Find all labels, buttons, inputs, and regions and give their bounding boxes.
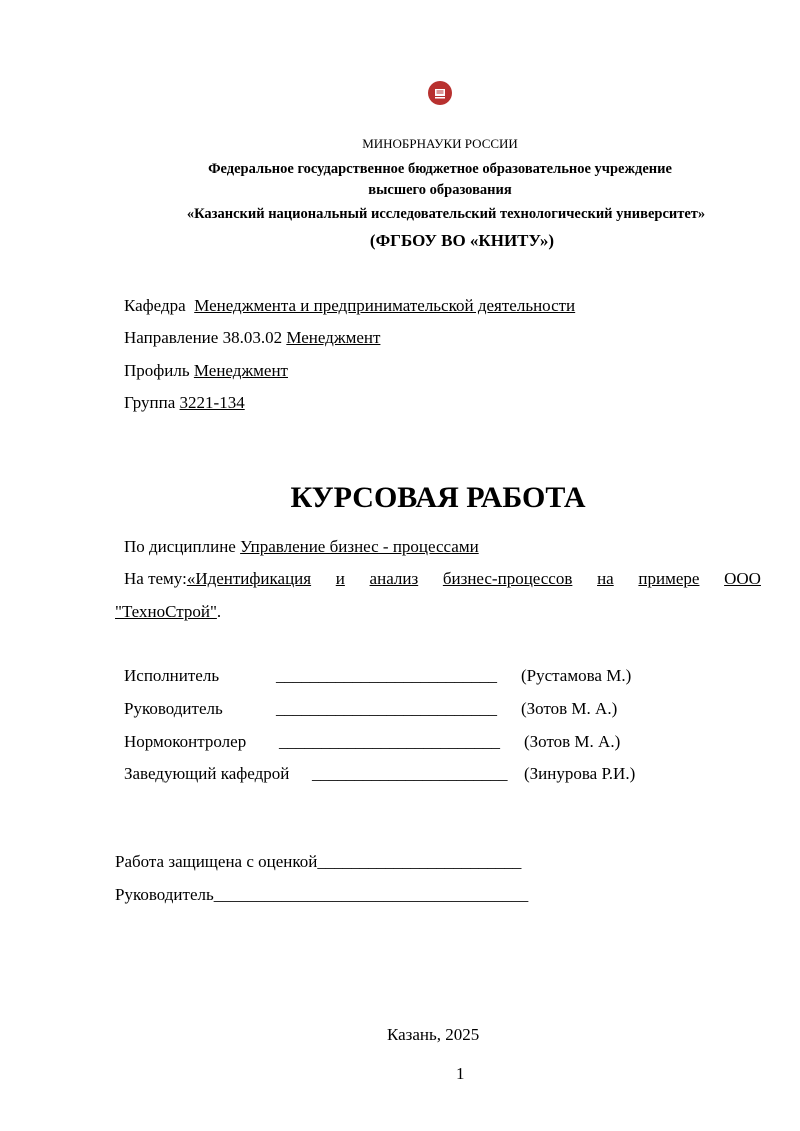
profile-row (124, 361, 288, 381)
signature-role: Заведующий кафедрой (124, 764, 290, 783)
topic-word: анализ (369, 569, 419, 588)
org-abbreviation: (ФГБОУ ВО «КНИТУ») (369, 231, 555, 250)
ministry-label: МИНОБРНАУКИ РОССИИ (362, 136, 518, 151)
grade-label: Работа защищена с оценкой (115, 852, 318, 871)
signature-line: __________________________ (279, 732, 500, 751)
department-row (124, 296, 575, 316)
topic-word: на (597, 569, 614, 588)
signature-name: (Рустамова М.) (521, 666, 632, 685)
topic-line-1 (124, 569, 761, 589)
topic-line-2 (115, 602, 221, 622)
topic-tail: . (216, 602, 222, 621)
direction-label: Направление 38.03.02 (124, 328, 283, 347)
topic-word: примере (638, 569, 700, 588)
signature-line: __________________________ (276, 666, 497, 685)
group-row (124, 393, 245, 413)
discipline-row (124, 537, 479, 557)
org-line-2: высшего образования (368, 182, 512, 198)
grade-line: ________________________ (317, 852, 522, 871)
supervisor-label: Руководитель (115, 885, 214, 904)
direction-value: Менеджмент (286, 328, 381, 347)
supervisor-row (115, 885, 528, 905)
signature-name: (Зинурова Р.И.) (524, 764, 636, 783)
department-label: Кафедра (124, 296, 186, 315)
signature-line: _______________________ (312, 764, 508, 783)
topic-word: и (335, 569, 345, 588)
topic-company: "ТехноСтрой" (115, 602, 217, 621)
city-year: Казань, 2025 (387, 1025, 480, 1044)
department-value: Менеджмента и предпринимательской деятельности (194, 296, 576, 315)
signature-role: Руководитель (124, 699, 223, 718)
group-label: Группа (124, 393, 176, 412)
university-emblem-icon (426, 78, 454, 106)
supervisor-line: _____________________________________ (213, 885, 529, 904)
discipline-value: Управление бизнес - процессами (240, 537, 479, 556)
profile-label: Профиль (124, 361, 190, 380)
signature-name: (Зотов М. А.) (524, 732, 621, 751)
grade-row (115, 852, 521, 872)
topic-word: ООО (724, 569, 761, 588)
group-value: 3221-134 (179, 393, 245, 412)
profile-value: Менеджмент (193, 361, 288, 380)
direction-row (124, 328, 380, 348)
signature-role: Нормоконтролер (124, 732, 247, 751)
discipline-label: По дисциплине (124, 537, 236, 556)
org-line-3: «Казанский национальный исследовательский технологический университет» (186, 206, 706, 222)
org-line-1: Федеральное государственное бюджетное образовательное учреждение (208, 161, 672, 177)
topic-word: бизнес-процессов (442, 569, 573, 588)
topic-label-word: На тему:«Идентификация (124, 569, 312, 588)
signature-line: __________________________ (276, 699, 497, 718)
signature-role: Исполнитель (124, 666, 220, 685)
signature-name: (Зотов М. А.) (521, 699, 618, 718)
document-title: КУРСОВАЯ РАБОТА (290, 481, 586, 514)
page-number: 1 (456, 1064, 465, 1083)
